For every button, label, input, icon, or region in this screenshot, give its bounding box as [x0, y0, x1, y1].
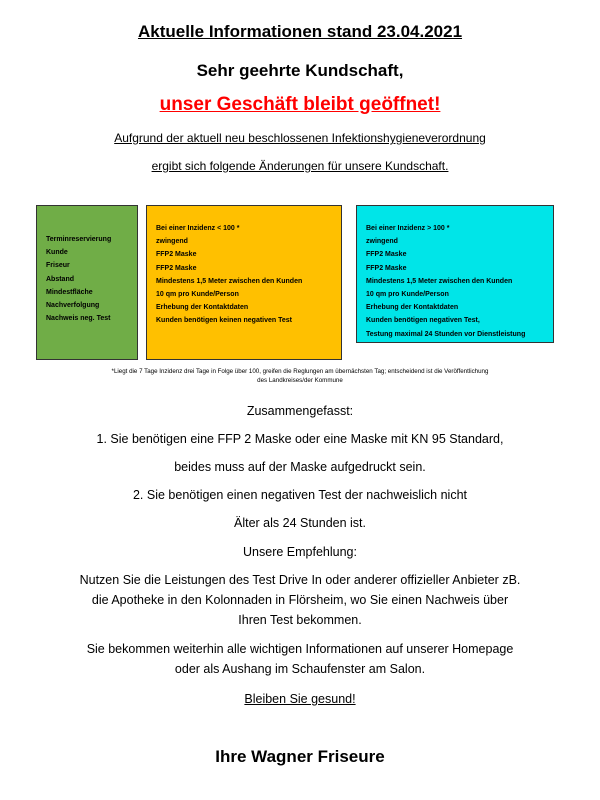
footnote: [40, 367, 560, 385]
open-notice: unser Geschäft bleibt geöffnet!: [159, 94, 441, 115]
footnote-line-1: *Liegt die 7 Tage Inzidenz drei Tage in Folge über 100, greifen die Reglungen am übernächsten Tag; entscheidend ist die Veröffentlichung: [111, 368, 489, 375]
category-label: Kunde: [46, 249, 68, 257]
rule-line: FFP2 Maske: [366, 264, 407, 272]
category-label: Mindestfläche: [46, 288, 93, 296]
recommendation-line-2: die Apotheke in den Kolonnaden in Flörsheim, wo Sie einen Nachweis über: [91, 593, 509, 607]
recommendation-title: Unsere Empfehlung:: [243, 545, 357, 559]
page-title: Aktuelle Informationen stand 23.04.2021: [137, 22, 463, 41]
rule-line: FFP2 Maske: [156, 251, 197, 259]
summary-item-2: 2. Sie benötigen einen negativen Test der nachweislich nicht: [132, 488, 468, 502]
rule-line: FFP2 Maske: [156, 264, 197, 272]
category-label: Nachweis neg. Test: [46, 315, 111, 323]
intro-line-1: Aufgrund der aktuell neu beschlossenen Infektionshygieneverordnung: [114, 131, 486, 145]
rule-line: Testung maximal 24 Stunden vor Dienstleistung: [366, 330, 526, 338]
category-label: Friseur: [46, 262, 70, 270]
summary-item-1: 1. Sie benötigen eine FFP 2 Maske oder eine Maske mit KN 95 Standard,: [96, 432, 504, 446]
category-label: Terminreservierung: [46, 236, 112, 243]
rule-line: Erhebung der Kontaktdaten: [156, 304, 249, 312]
rule-line: Mindestens 1,5 Meter zwischen den Kunden: [366, 277, 513, 285]
rules-category-box: [36, 205, 138, 360]
incidence-above-100-box: [356, 205, 554, 343]
rule-line: FFP2 Maske: [366, 251, 407, 259]
recommendation-line-1: Nutzen Sie die Leistungen des Test Drive In oder anderer offizieller Anbieter zB.: [79, 573, 521, 587]
recommendation-line-3: Ihren Test bekommen.: [238, 613, 362, 627]
footnote-line-2: des Landkreises/der Kommune: [257, 377, 343, 384]
rule-line: Bei einer Inzidenz > 100 *: [366, 225, 450, 232]
info-line-1: Sie bekommen weiterhin alle wichtigen Informationen auf unserer Homepage: [86, 642, 514, 656]
signature: Ihre Wagner Friseure: [215, 747, 385, 766]
stay-healthy: Bleiben Sie gesund!: [244, 692, 356, 706]
incidence-below-100-box: [146, 205, 342, 360]
rule-line: Kunden benötigen keinen negativen Test: [156, 317, 292, 325]
greeting: Sehr geehrte Kundschaft,: [196, 61, 404, 80]
summary-item-1-continued: beides muss auf der Maske aufgedruckt sein.: [174, 460, 426, 474]
category-label: Nachverfolgung: [46, 302, 100, 310]
rule-line: Kunden benötigen negativen Test,: [366, 317, 480, 325]
info-line-2: oder als Aushang im Schaufenster am Salon.: [174, 662, 426, 676]
rule-line: 10 qm pro Kunde/Person: [156, 291, 239, 299]
rule-line: zwingend: [156, 238, 188, 246]
intro-line-2: ergibt sich folgende Änderungen für unsere Kundschaft.: [151, 159, 449, 173]
rule-line: Mindestens 1,5 Meter zwischen den Kunden: [156, 277, 303, 285]
rule-line: 10 qm pro Kunde/Person: [366, 291, 449, 299]
category-label: Abstand: [46, 275, 74, 283]
rule-line: Bei einer Inzidenz < 100 *: [156, 225, 240, 232]
rule-line: Erhebung der Kontaktdaten: [366, 304, 459, 312]
summary-title: Zusammengefasst:: [246, 404, 354, 418]
summary-item-2-continued: Älter als 24 Stunden ist.: [233, 516, 367, 530]
rule-line: zwingend: [366, 238, 398, 246]
